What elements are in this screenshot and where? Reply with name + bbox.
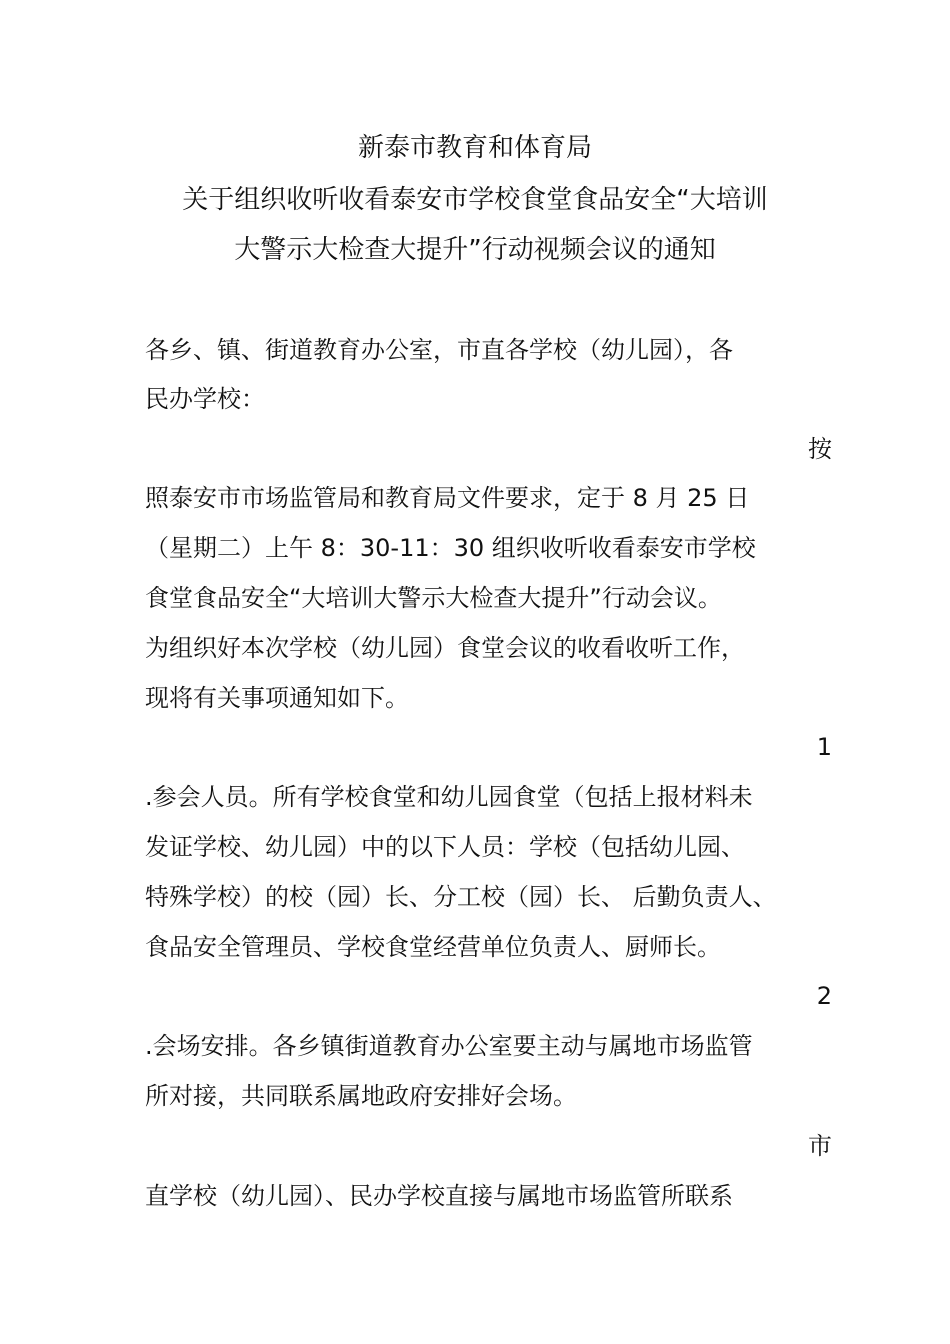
paragraph1-line-1: 照泰安市市场监管局和教育局文件要求，定于 8 月 25 日 [145,484,750,512]
paragraph1-line-4: 为组织好本次学校（幼儿园）食堂会议的收看收听工作， [145,634,745,662]
item1-number: 1 [816,733,832,761]
item1-line-2: 发证学校、幼儿园）中的以下人员：学校（包括幼儿园、 [145,833,745,861]
document-title-line-1: 新泰市教育和体育局 [357,133,592,163]
paragraph2-line-1: 直学校（幼儿园）、民办学校直接与属地市场监管所联系 [145,1182,733,1210]
item2-number: 2 [816,982,832,1010]
item1-line-4: 食品安全管理员、学校食堂经营单位负责人、厨师长。 [145,933,721,961]
paragraph1-lead-char: 按 [808,435,832,463]
document-title-line-3: 大警示大检查大提升”行动视频会议的通知 [234,235,716,265]
item2-line-2: 所对接，共同联系属地政府安排好会场。 [145,1082,577,1110]
item1-line-1: .参会人员。所有学校食堂和幼儿园食堂（包括上报材料未 [145,783,753,811]
paragraph1-line-5: 现将有关事项通知如下。 [145,684,409,712]
paragraph2-lead-char: 市 [808,1132,832,1160]
salutation-line-2: 民办学校： [145,385,265,413]
item1-line-3: 特殊学校）的校（园）长、分工校（园）长、 后勤负责人、 [145,883,777,911]
document-title-line-2: 关于组织收听收看泰安市学校食堂食品安全“大培训 [182,185,768,215]
item2-line-1: .会场安排。各乡镇街道教育办公室要主动与属地市场监管 [145,1032,753,1060]
paragraph1-line-3: 食堂食品安全“大培训大警示大检查大提升”行动会议。 [145,584,722,612]
paragraph1-line-2: （星期二）上午 8：30-11：30 组织收听收看泰安市学校 [145,534,756,562]
salutation-line-1: 各乡、镇、街道教育办公室，市直各学校（幼儿园），各 [145,336,733,364]
